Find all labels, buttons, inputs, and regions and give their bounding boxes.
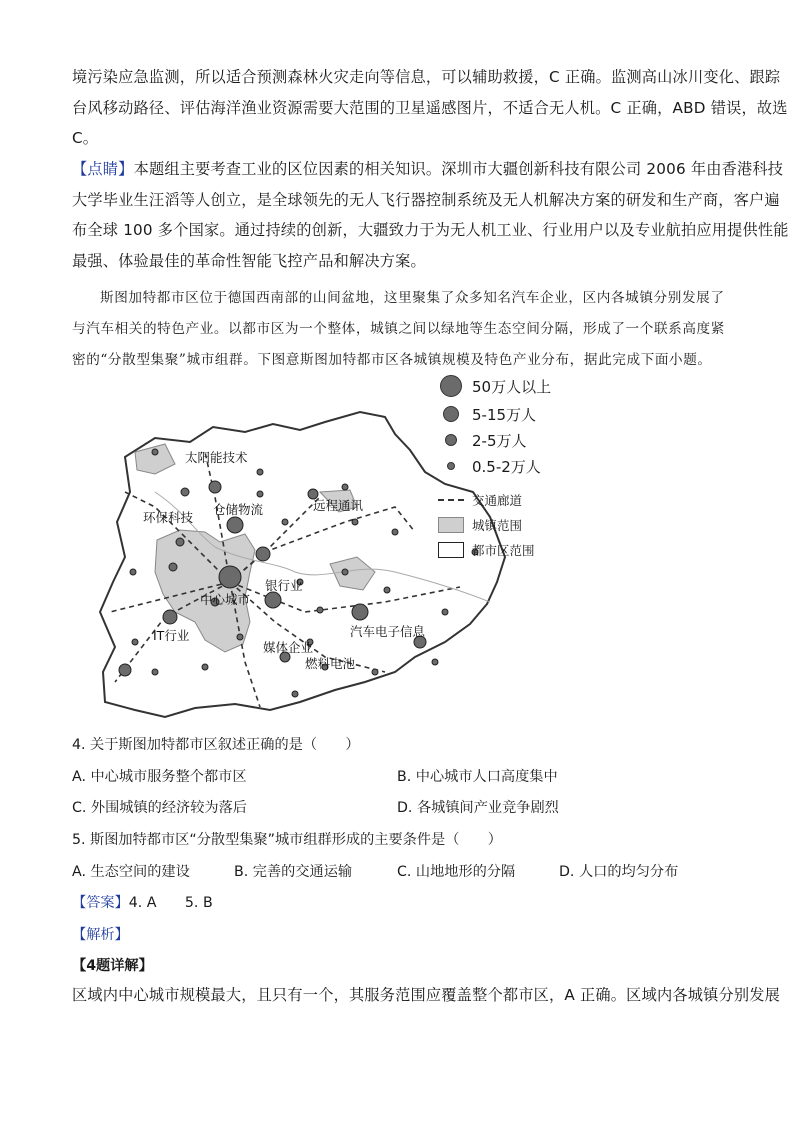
dianjing-paragraph (72, 154, 789, 276)
legend-label: 2-5万人 (472, 431, 527, 450)
legend-item (438, 486, 522, 514)
q4-stem: 4. 关于斯图加特都市区叙述正确的是（ ） (72, 737, 360, 753)
detail-line: 区域内中心城市规模最大，且只有一个，其服务范围应覆盖整个都市区，A 正确。区域内各城镇分别发展 (72, 986, 781, 1004)
legend-label: 0.5-2万人 (472, 457, 541, 476)
legend-item (438, 452, 541, 480)
city-dot (372, 669, 378, 675)
city-dot (257, 491, 263, 497)
city-dot (342, 484, 348, 490)
solar-city-dot (209, 481, 221, 493)
q5-option-a: A. 生态空间的建设 (72, 864, 190, 880)
q5-option-b: B. 完善的交通运输 (234, 864, 353, 880)
city-dot (257, 469, 263, 475)
metro-box-icon (438, 542, 464, 558)
legend-item (438, 372, 551, 400)
city-dot (282, 519, 288, 525)
label-storage: 仓储物流 (213, 502, 264, 517)
city-dot (181, 488, 189, 496)
label-remote: 远程通讯 (313, 498, 364, 513)
city-dot (317, 607, 323, 613)
city-dot (237, 634, 243, 640)
city-dot (432, 659, 438, 665)
city-dot (132, 639, 138, 645)
label-it: IT行业 (153, 628, 190, 643)
center-city-dot (219, 566, 241, 588)
it-city-dot (163, 610, 177, 624)
q5-stem: 5. 斯图加特都市区“分散型集聚”城市组群形成的主要条件是（ ） (72, 832, 502, 848)
label-auto: 汽车电子信息 (350, 624, 426, 639)
city-dot (256, 547, 270, 561)
text-line: 台风移动路径、评估海洋渔业资源需要大范围的卫星遥感图片，不适合无人机。C 正确，ABD 错误，故选 (72, 98, 788, 117)
city-dot (202, 664, 208, 670)
city-dot (169, 563, 177, 571)
label-solar: 太阳能技术 (185, 450, 248, 465)
urban-box-icon (438, 517, 464, 533)
city-dot (442, 609, 448, 615)
text-line: C。 (72, 129, 99, 147)
material-line: 密的“分散型集聚”城市组群。下图意斯图加特都市区各城镇规模及特色产业分布，据此完成下面小题。 (72, 352, 712, 368)
legend-item (438, 426, 527, 454)
legend-item (438, 536, 535, 564)
bank-city-dot (265, 592, 281, 608)
legend-label: 城镇范围 (472, 518, 523, 533)
dot-m-icon (438, 434, 464, 446)
city-dot (119, 664, 131, 676)
label-fuel: 燃料电池 (305, 656, 356, 671)
storage-city-dot (227, 517, 243, 533)
answer-tag: 【答案】 (72, 895, 129, 911)
city-dot (130, 569, 136, 575)
dianjing-line: 最强、体验最佳的革命性智能飞控产品和解决方案。 (72, 251, 426, 270)
city-dot (392, 529, 398, 535)
dot-xl-icon (438, 375, 464, 397)
q5-option-c: C. 山地地形的分隔 (397, 864, 516, 880)
city-dot (176, 538, 184, 546)
answer-line (72, 892, 213, 912)
q5-option-d: D. 人口的均匀分布 (559, 864, 679, 880)
text-line: 境污染应急监测，所以适合预测森林火灾走向等信息，可以辅助救援，C 正确。监测高山冰川变化、跟踪 (72, 68, 781, 86)
dianjing-tag: 【点睛】 (72, 160, 134, 178)
intro-paragraph (72, 62, 788, 154)
city-dot (292, 691, 298, 697)
material-line: 与汽车相关的特色产业。以都市区为一个整体，城镇之间以绿地等生态空间分隔，形成了一个联系高度紧 (72, 321, 725, 337)
dianjing-line: 大学毕业生汪滔等人创立，是全球领先的无人飞行器控制系统及无人机解决方案的研发和生产商，客户遍 (72, 190, 780, 209)
city-dot (352, 519, 358, 525)
label-media: 媒体企业 (263, 640, 314, 655)
city-dot (152, 449, 158, 455)
label-bank: 银行业 (265, 578, 303, 593)
label-eco: 环保科技 (143, 510, 194, 525)
detail-tag: 【4题详解】 (72, 958, 153, 974)
detail-paragraph (72, 980, 781, 1011)
analysis-tag: 【解析】 (72, 927, 129, 943)
legend-item (438, 511, 522, 539)
legend-label: 交通廊道 (472, 493, 523, 508)
city-dot (384, 587, 390, 593)
dashed-line-icon (438, 499, 464, 501)
label-center: 中心城市 (200, 592, 251, 607)
q4-option-d: D. 各城镇间产业竞争剧烈 (397, 800, 559, 816)
legend-label: 都市区范围 (472, 543, 535, 558)
dot-s-icon (438, 462, 464, 470)
dianjing-line: 布全球 100 多个国家。通过持续的创新，大疆致力于为无人机工业、行业用户以及专业航拍应用提供性能 (72, 221, 789, 239)
q4-option-b: B. 中心城市人口高度集中 (397, 769, 558, 785)
legend-item (438, 400, 536, 428)
material-paragraph (72, 283, 724, 376)
city-dot (342, 569, 348, 575)
dianjing-line: 本题组主要考查工业的区位因素的相关知识。深圳市大疆创新科技有限公司 2006 年由香港科技 (133, 160, 784, 178)
legend-label: 5-15万人 (472, 405, 537, 424)
auto-city-dot (352, 604, 368, 620)
dot-l-icon (438, 406, 464, 422)
text-line (72, 154, 784, 185)
answer-text: 4. A 5. B (128, 895, 213, 911)
city-dot (152, 669, 158, 675)
q4-option-a: A. 中心城市服务整个都市区 (72, 769, 247, 785)
legend-label: 50万人以上 (472, 377, 552, 396)
q4-option-c: C. 外围城镇的经济较为落后 (72, 800, 247, 816)
material-line: 斯图加特都市区位于德国西南部的山间盆地，这里聚集了众多知名汽车企业，区内各城镇分别发展了 (100, 290, 725, 306)
